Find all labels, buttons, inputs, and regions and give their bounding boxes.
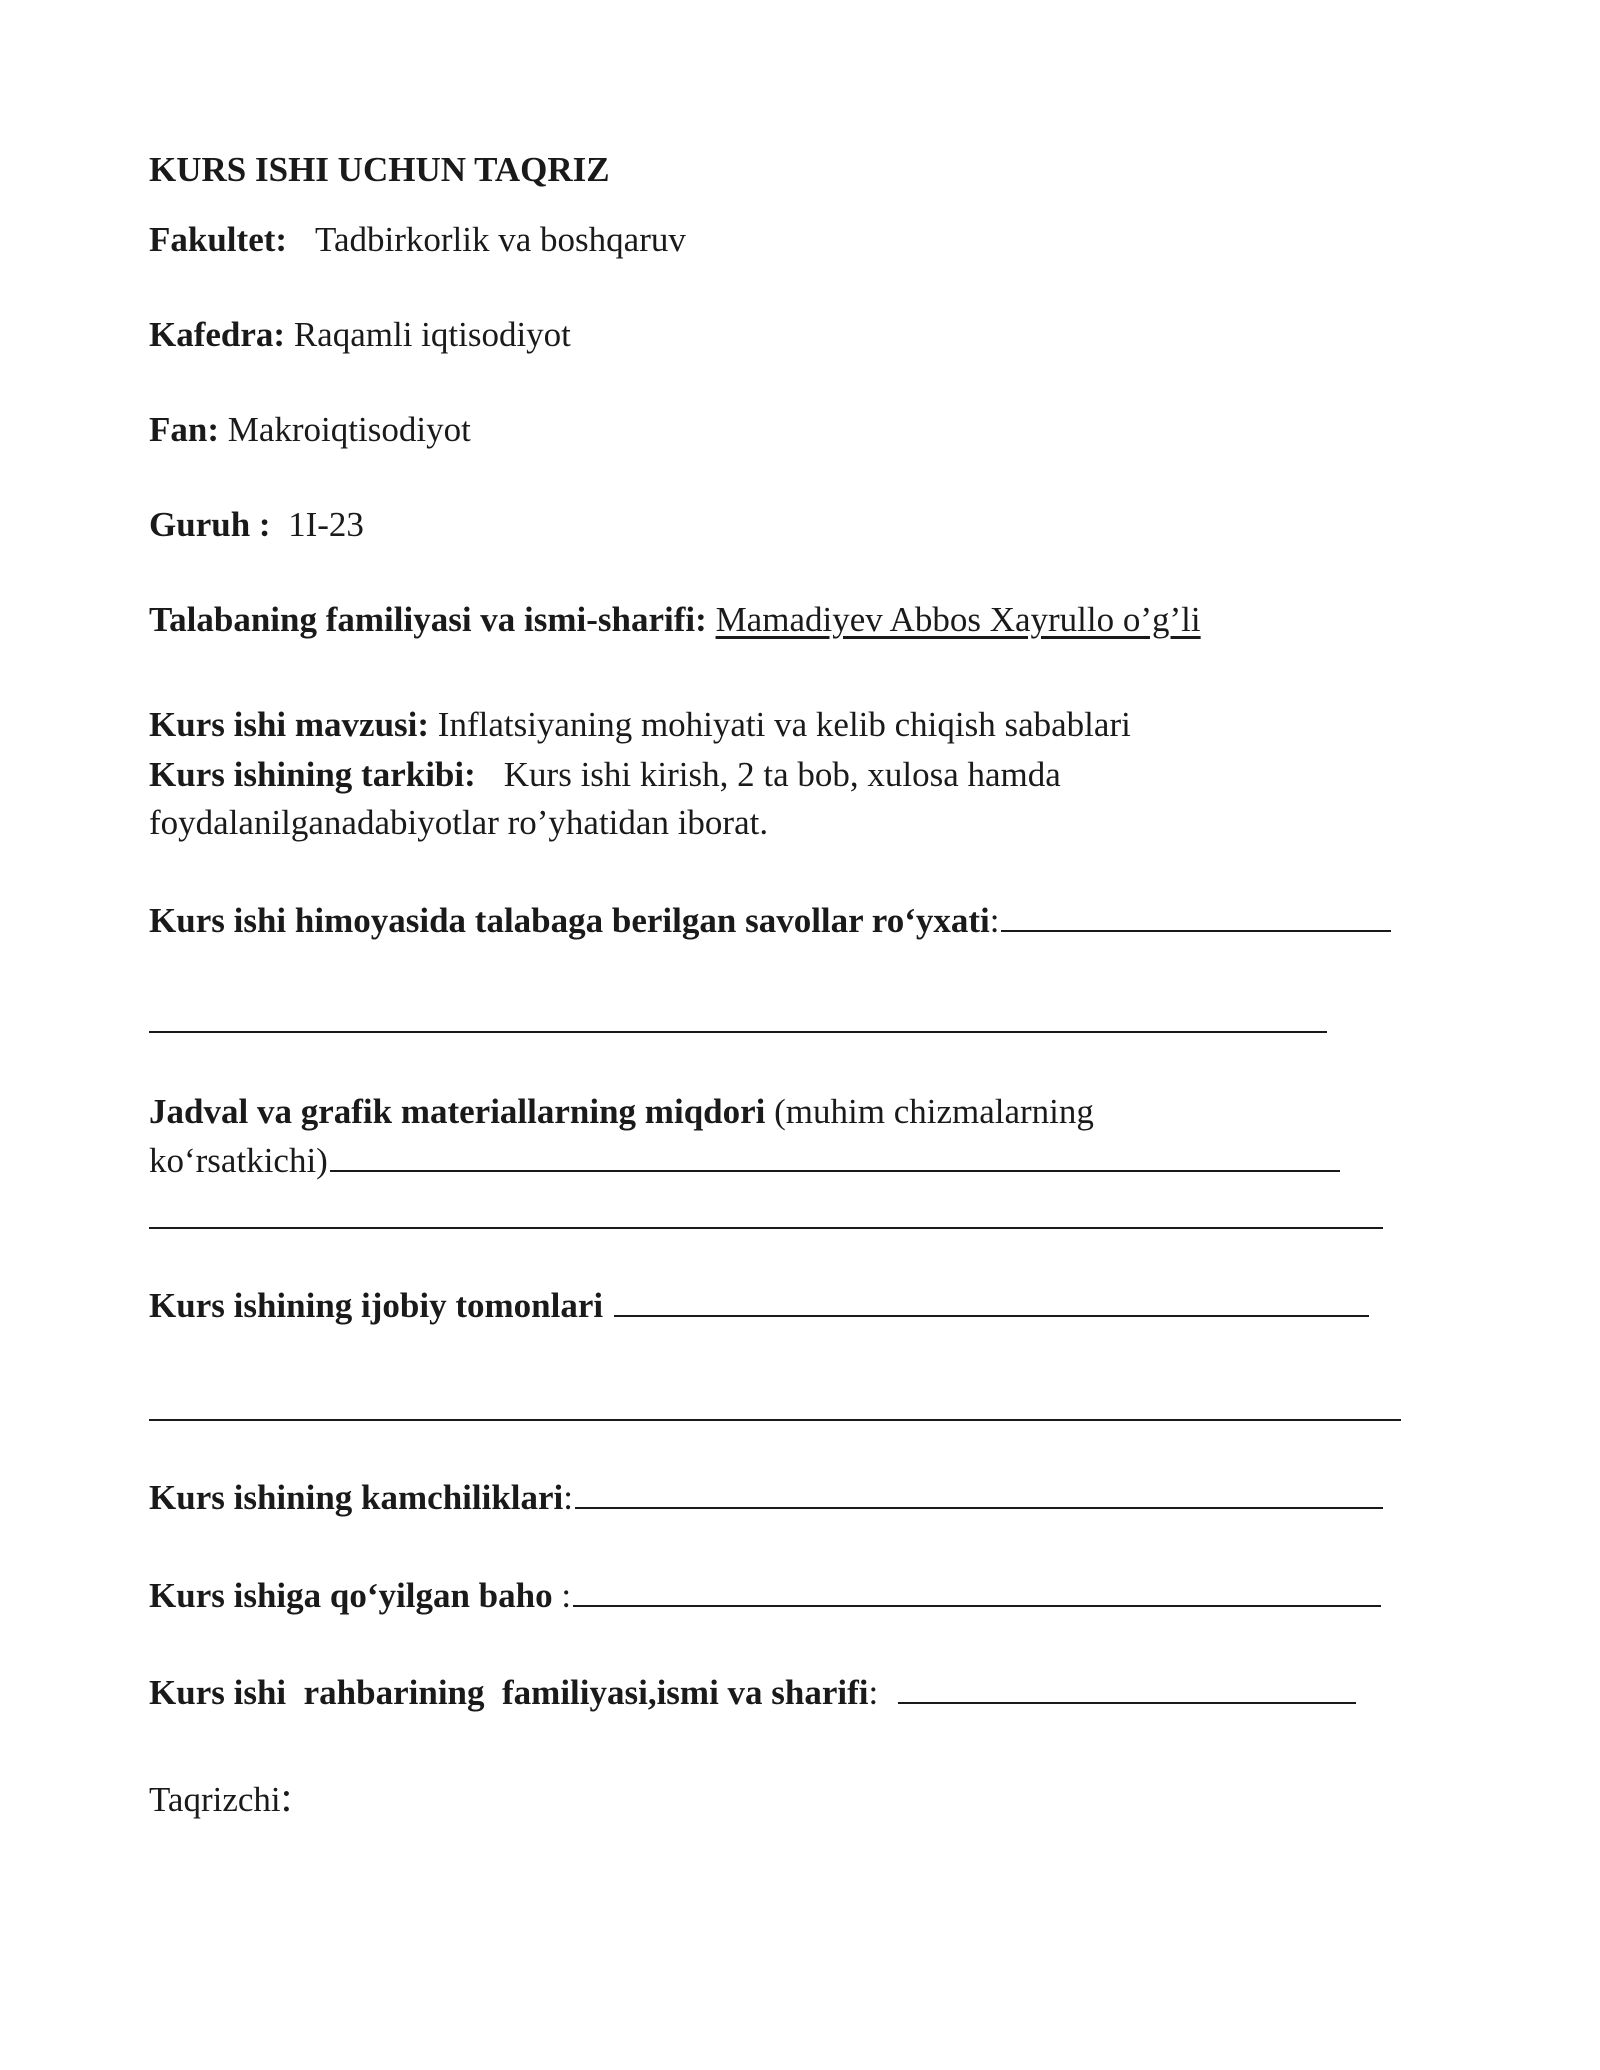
- questions-label: Kurs ishi himoyasida talabaga berilgan savollar ro‘yxati: [149, 901, 990, 940]
- supervisor-row: Kurs ishi rahbarining familiyasi,ismi va sharifi:: [149, 1672, 1356, 1713]
- topic-value: Inflatsiyaning mohiyati va kelib chiqish sabablari: [437, 705, 1131, 744]
- structure-value-line1: Kurs ishi kirish, 2 ta bob, xulosa hamda: [503, 755, 1061, 794]
- student-row: [149, 600, 1201, 640]
- supervisor-label: Kurs ishi rahbarining familiyasi,ismi va sharifi: [149, 1673, 869, 1712]
- materials-row-2: [149, 1140, 1340, 1181]
- positive-blank-line[interactable]: [149, 1419, 1401, 1421]
- student-name: Mamadiyev Abbos Xayrullo o’g’li: [715, 600, 1201, 639]
- materials-note-line2: ko‘rsatkichi): [149, 1141, 328, 1180]
- group-row: [149, 505, 364, 545]
- shortcomings-blank[interactable]: [575, 1477, 1383, 1509]
- document-title: KURS ISHI UCHUN TAQRIZ: [149, 150, 610, 189]
- faculty-value: Tadbirkorlik va boshqaruv: [315, 220, 686, 259]
- materials-blank[interactable]: [330, 1140, 1340, 1172]
- subject-label: Fan:: [149, 410, 219, 449]
- topic-label: Kurs ishi mavzusi:: [149, 705, 430, 744]
- positive-row: [149, 1285, 1369, 1326]
- structure-value-line2: foydalanilganadabiyotlar ro’yhatidan iborat.: [149, 803, 769, 842]
- group-value: 1I-23: [288, 505, 364, 544]
- department-value: Raqamli iqtisodiyot: [293, 315, 571, 354]
- department-row: [149, 315, 571, 355]
- student-label: Talabaning familiyasi va ismi-sharifi:: [149, 600, 707, 639]
- materials-blank-line[interactable]: [149, 1227, 1383, 1229]
- shortcomings-label: Kurs ishining kamchiliklari: [149, 1478, 564, 1517]
- questions-row: Kurs ishi himoyasida talabaga berilgan savollar ro‘yxati:: [149, 900, 1391, 941]
- subject-value: Makroiqtisodiyot: [227, 410, 471, 449]
- grade-row: Kurs ishiga qo‘yilgan baho :: [149, 1575, 1381, 1616]
- positive-label: Kurs ishining ijobiy tomonlari: [149, 1286, 604, 1325]
- grade-blank[interactable]: [573, 1575, 1381, 1607]
- subject-row: [149, 410, 471, 450]
- group-label: Guruh :: [149, 505, 271, 544]
- shortcomings-row: Kurs ishining kamchiliklari:: [149, 1477, 1383, 1518]
- structure-row: [149, 755, 1061, 795]
- questions-blank[interactable]: [1001, 900, 1391, 932]
- reviewer-row: Taqrizchi:: [149, 1775, 293, 1821]
- structure-label: Kurs ishining tarkibi:: [149, 755, 476, 794]
- materials-row: [149, 1092, 1094, 1132]
- positive-blank[interactable]: [614, 1285, 1369, 1317]
- questions-blank-line[interactable]: [149, 1031, 1327, 1033]
- materials-note-line1: (muhim chizmalarning: [774, 1092, 1094, 1131]
- grade-label: Kurs ishiga qo‘yilgan baho: [149, 1576, 553, 1615]
- topic-row: [149, 705, 1131, 745]
- supervisor-blank[interactable]: [898, 1672, 1356, 1704]
- department-label: Kafedra:: [149, 315, 286, 354]
- reviewer-label: Taqrizchi: [149, 1780, 281, 1819]
- materials-label: Jadval va grafik materiallarning miqdori: [149, 1092, 766, 1131]
- faculty-row: [149, 220, 686, 260]
- faculty-label: Fakultet:: [149, 220, 288, 259]
